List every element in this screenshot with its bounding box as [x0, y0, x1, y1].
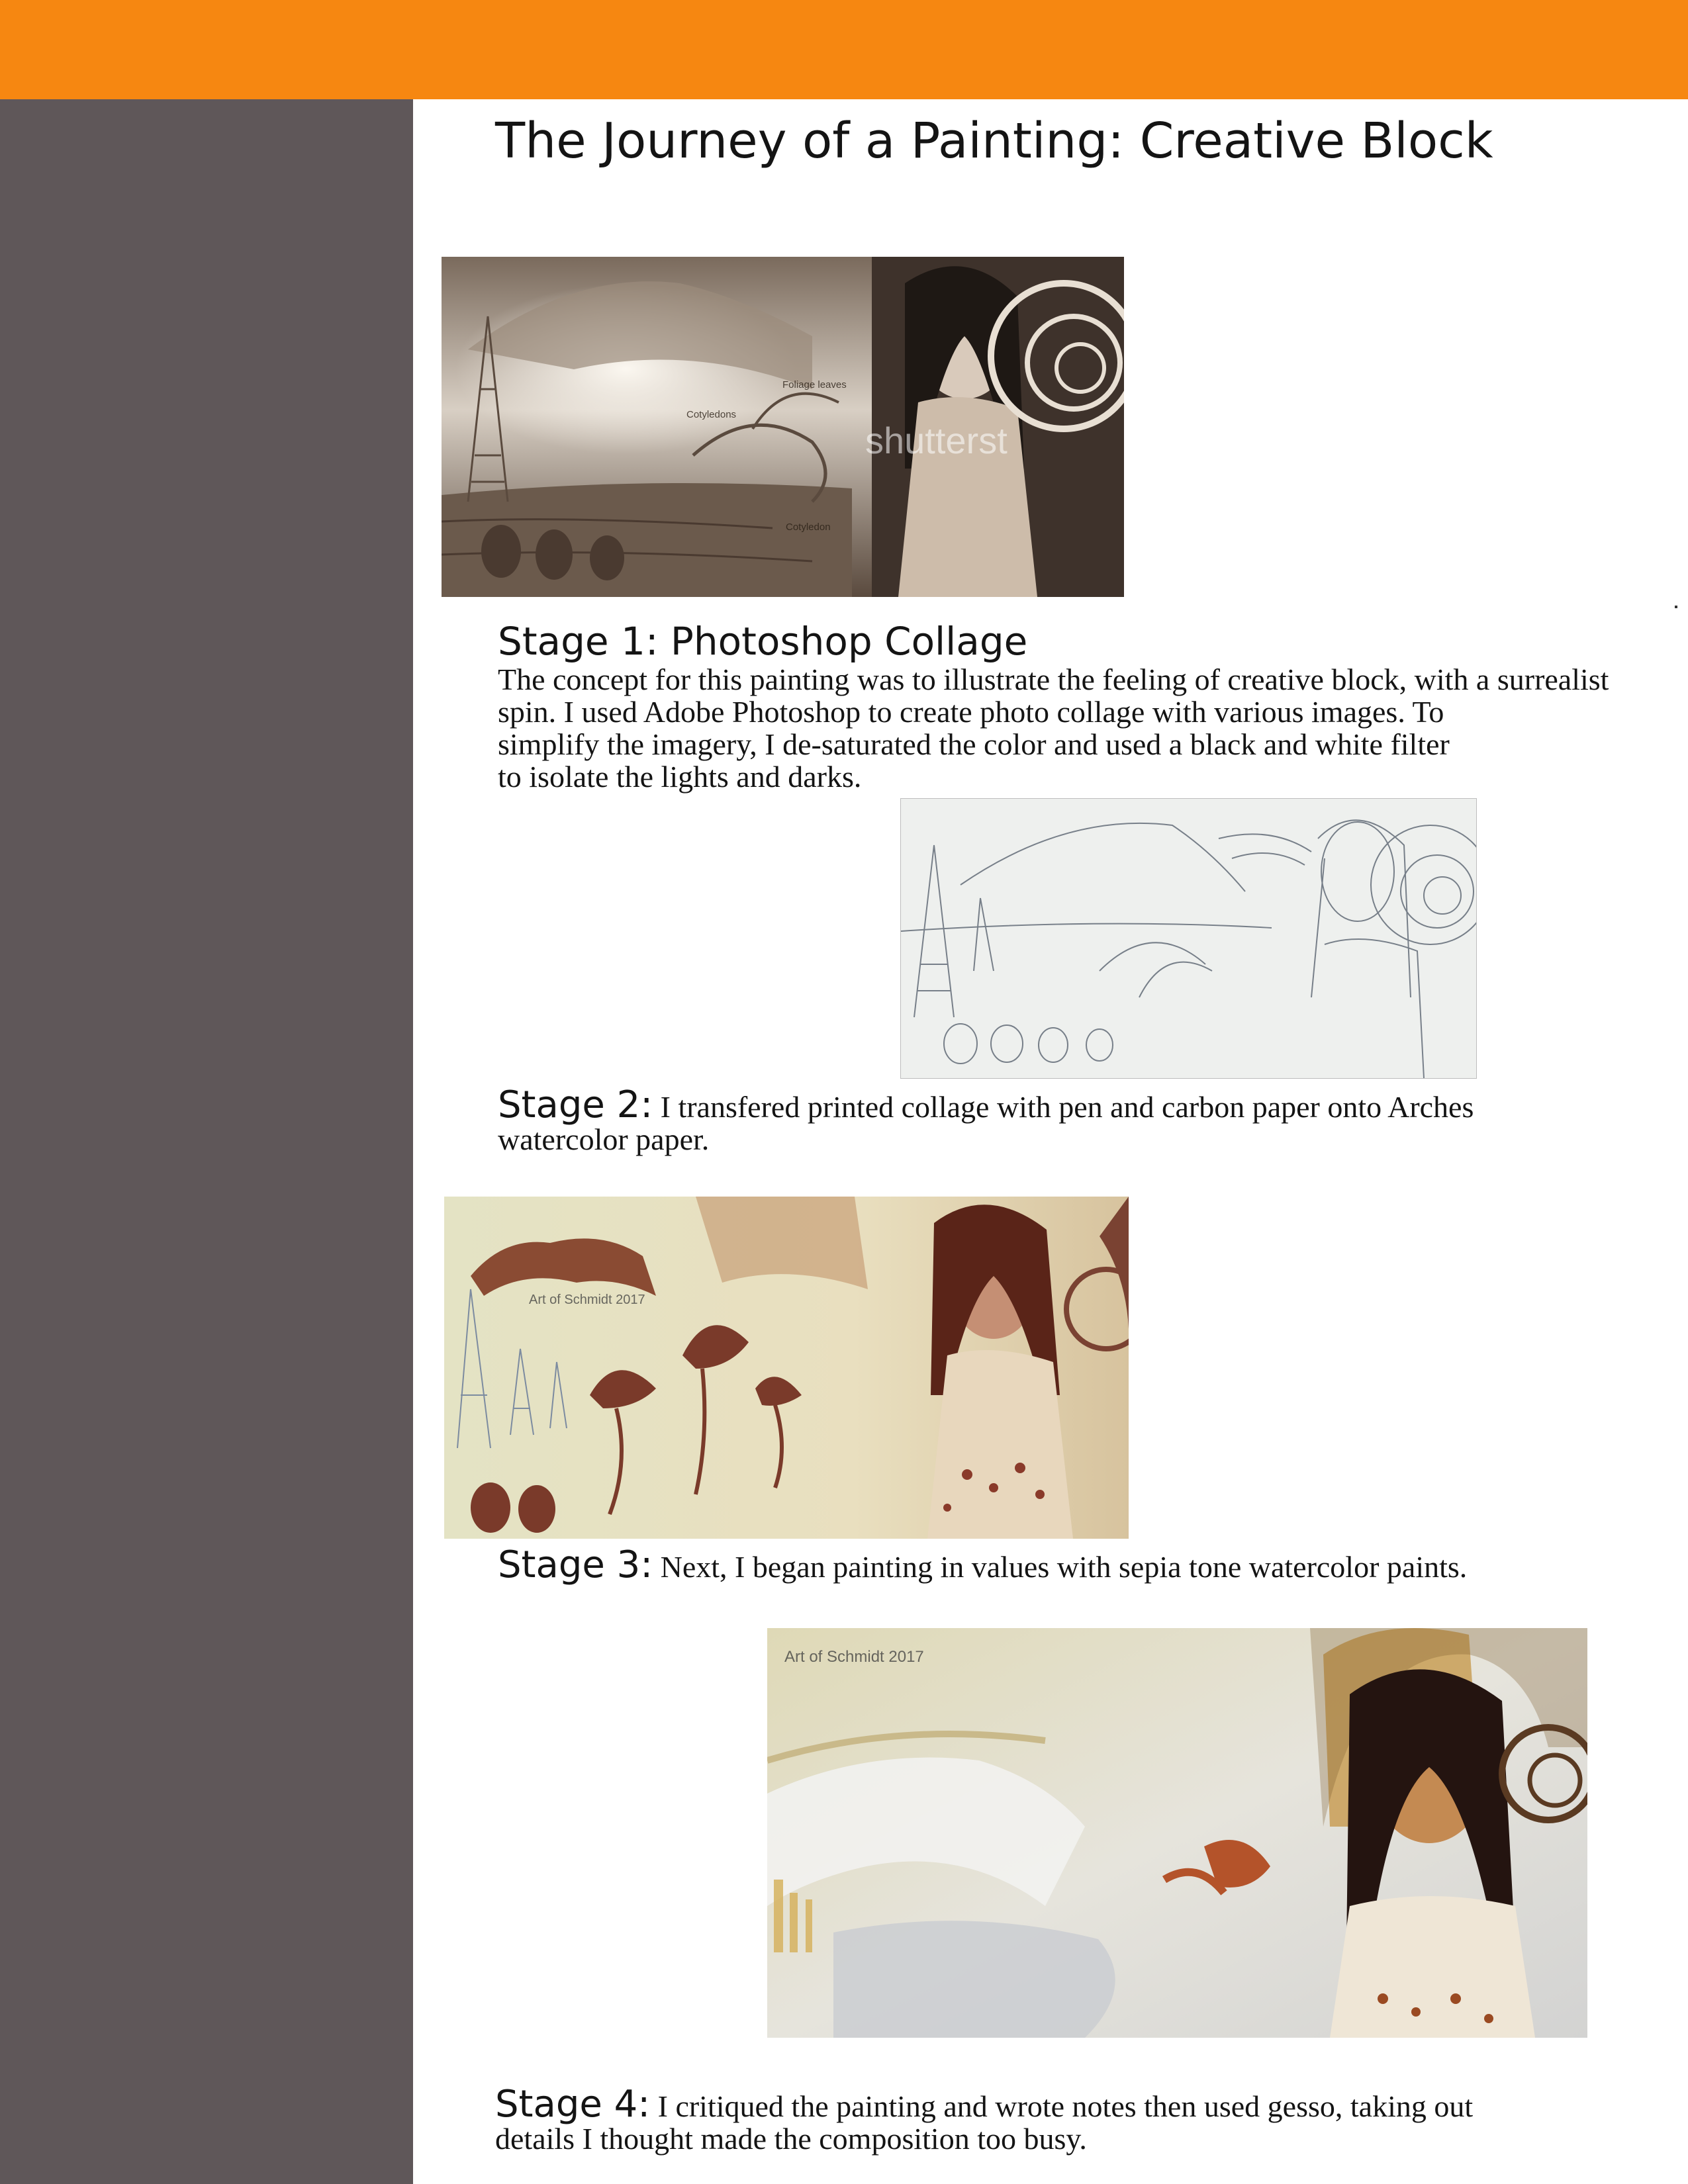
stage1-heading: Stage 1: Photoshop Collage — [498, 619, 1028, 664]
stage2-text — [498, 1083, 1474, 1156]
stage3-watermark: Art of Schmidt 2017 — [529, 1293, 645, 1307]
stage2-label: Stage 2: — [498, 1083, 653, 1126]
stray-dot — [1675, 606, 1677, 608]
stage4-gesso-painting-image — [767, 1628, 1587, 2038]
collage-label-foliage: Foliage leaves — [782, 379, 847, 390]
stage4-line: details I thought made the composition too busy. — [495, 2122, 1087, 2156]
stage3-label: Stage 3: — [498, 1543, 653, 1586]
sidebar-panel — [0, 99, 413, 2184]
stage4-first-line — [495, 2083, 1474, 2126]
stage4-watermark: Art of Schmidt 2017 — [784, 1648, 924, 1666]
stage3-sepia-painting-image — [444, 1197, 1129, 1539]
collage-label-cotyledon: Cotyledon — [786, 522, 831, 533]
stock-watermark: shutterst — [865, 420, 1008, 461]
stage3-text — [498, 1543, 1468, 1586]
stage2-line: I transfered printed collage with pen and carbon paper onto Arches — [660, 1090, 1474, 1124]
collage-label-cotyledons: Cotyledons — [686, 409, 737, 420]
stage2-sketch-image — [900, 798, 1477, 1079]
stage4-text — [495, 2083, 1474, 2156]
stage2-first-line — [498, 1083, 1474, 1126]
stage1-collage-image — [442, 257, 1124, 597]
stage1-line: The concept for this painting was to illustrate the feeling of creative block, with a surrealist — [498, 662, 1609, 696]
stage2-line: watercolor paper. — [498, 1122, 710, 1156]
page-title: The Journey of a Painting: Creative Block — [495, 113, 1493, 169]
stage3-line — [498, 1543, 1468, 1586]
stage1-line: to isolate the lights and darks. — [498, 760, 862, 794]
stage3-description: Next, I began painting in values with sepia tone watercolor paints. — [660, 1550, 1468, 1584]
sketch-illustration — [901, 799, 1476, 1078]
stage1-line: spin. I used Adobe Photoshop to create photo collage with various images. To — [498, 695, 1444, 729]
stage1-line: simplify the imagery, I de-saturated the color and used a black and white filter — [498, 727, 1450, 761]
stage1-text — [498, 663, 1609, 793]
stage4-line: I critiqued the painting and wrote notes then used gesso, taking out — [657, 2089, 1474, 2123]
header-bar — [0, 0, 1688, 99]
gesso-painting-illustration — [767, 1628, 1587, 2038]
sepia-painting-illustration — [444, 1197, 1129, 1539]
stage4-label: Stage 4: — [495, 2083, 651, 2126]
collage-illustration — [442, 257, 1124, 597]
